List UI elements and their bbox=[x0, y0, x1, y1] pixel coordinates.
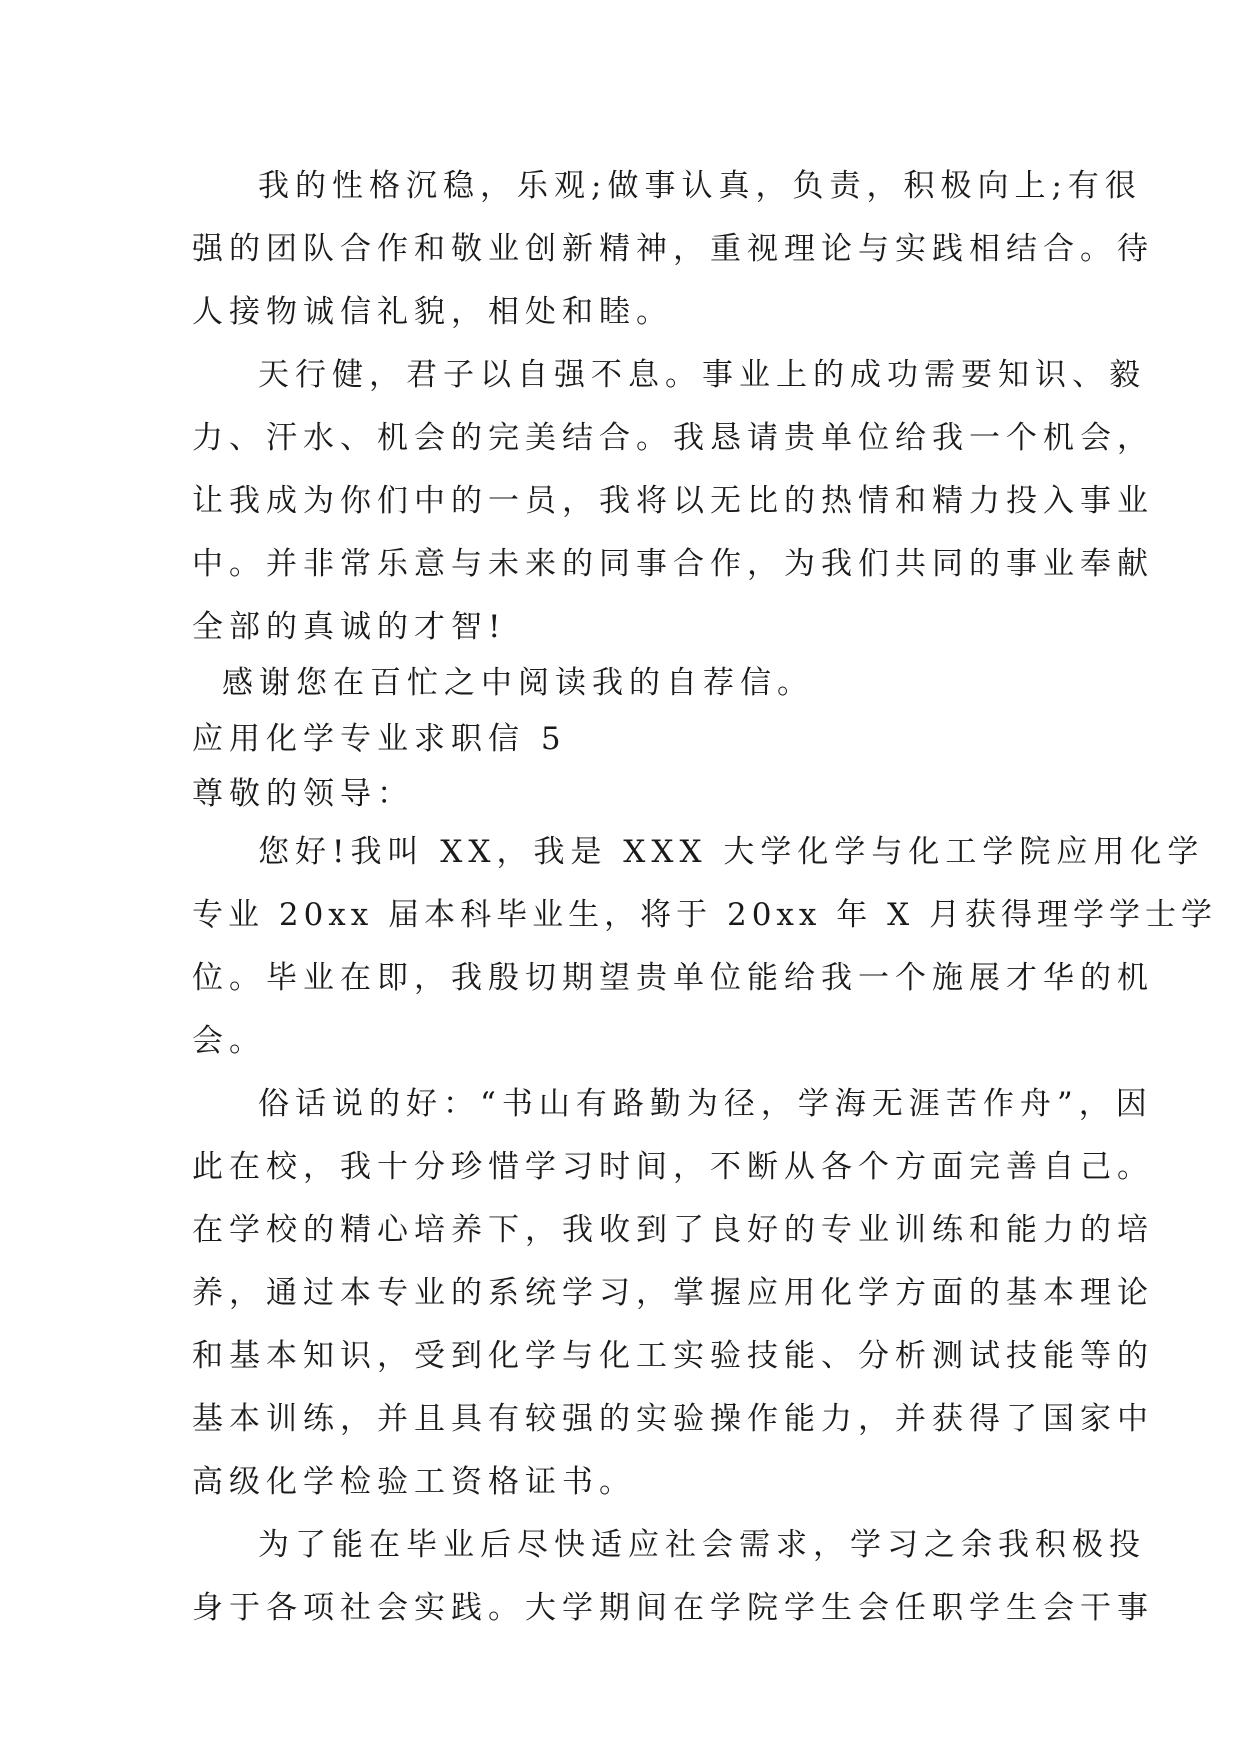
para1-line3: 人接物诚信礼貌，相处和睦。 bbox=[192, 294, 673, 330]
para4-line2: 此在校，我十分珍惜学习时间，不断从各个方面完善自己。 bbox=[192, 1149, 1154, 1185]
para1-line1: 我的性格沉稳，乐观;做事认真，负责，积极向上;有很 bbox=[258, 168, 1142, 204]
para5-line1: 为了能在毕业后尽快适应社会需求，学习之余我积极投 bbox=[258, 1527, 1146, 1563]
para3-line3: 位。毕业在即，我殷切期望贵单位能给我一个施展才华的机 bbox=[192, 960, 1154, 996]
salutation: 尊敬的领导： bbox=[192, 776, 414, 812]
para3-line4: 会。 bbox=[192, 1023, 266, 1059]
section-heading: 应用化学专业求职信 5 bbox=[192, 721, 567, 757]
para4-line3: 在学校的精心培养下，我收到了良好的专业训练和能力的培 bbox=[192, 1212, 1154, 1248]
para4-line1: 俗话说的好：“书山有路勤为径，学海无涯苦作舟”，因 bbox=[258, 1086, 1153, 1122]
para2-line3: 让我成为你们中的一员，我将以无比的热情和精力投入事业 bbox=[192, 483, 1154, 519]
closing-thanks: 感谢您在百忙之中阅读我的自荐信。 bbox=[222, 665, 814, 701]
para3-line2: 专业 20xx 届本科毕业生，将于 20xx 年 X 月获得理学学士学 bbox=[192, 897, 1218, 933]
para5-line2: 身于各项社会实践。大学期间在学院学生会任职学生会干事 bbox=[192, 1590, 1154, 1626]
para1-line2: 强的团队合作和敬业创新精神，重视理论与实践相结合。待 bbox=[192, 231, 1154, 267]
para2-line5: 全部的真诚的才智! bbox=[192, 609, 507, 645]
para4-line4: 养，通过本专业的系统学习，掌握应用化学方面的基本理论 bbox=[192, 1275, 1154, 1311]
para4-line5: 和基本知识，受到化学与化工实验技能、分析测试技能等的 bbox=[192, 1338, 1154, 1374]
para4-line7: 高级化学检验工资格证书。 bbox=[192, 1464, 636, 1500]
para4-line6: 基本训练，并且具有较强的实验操作能力，并获得了国家中 bbox=[192, 1401, 1154, 1437]
para3-line1: 您好!我叫 XX，我是 XXX 大学化学与化工学院应用化学 bbox=[258, 834, 1205, 870]
para2-line2: 力、汗水、机会的完美结合。我恳请贵单位给我一个机会， bbox=[192, 420, 1154, 456]
para2-line4: 中。并非常乐意与未来的同事合作，为我们共同的事业奉献 bbox=[192, 546, 1154, 582]
para2-line1: 天行健，君子以自强不息。事业上的成功需要知识、毅 bbox=[258, 357, 1146, 393]
